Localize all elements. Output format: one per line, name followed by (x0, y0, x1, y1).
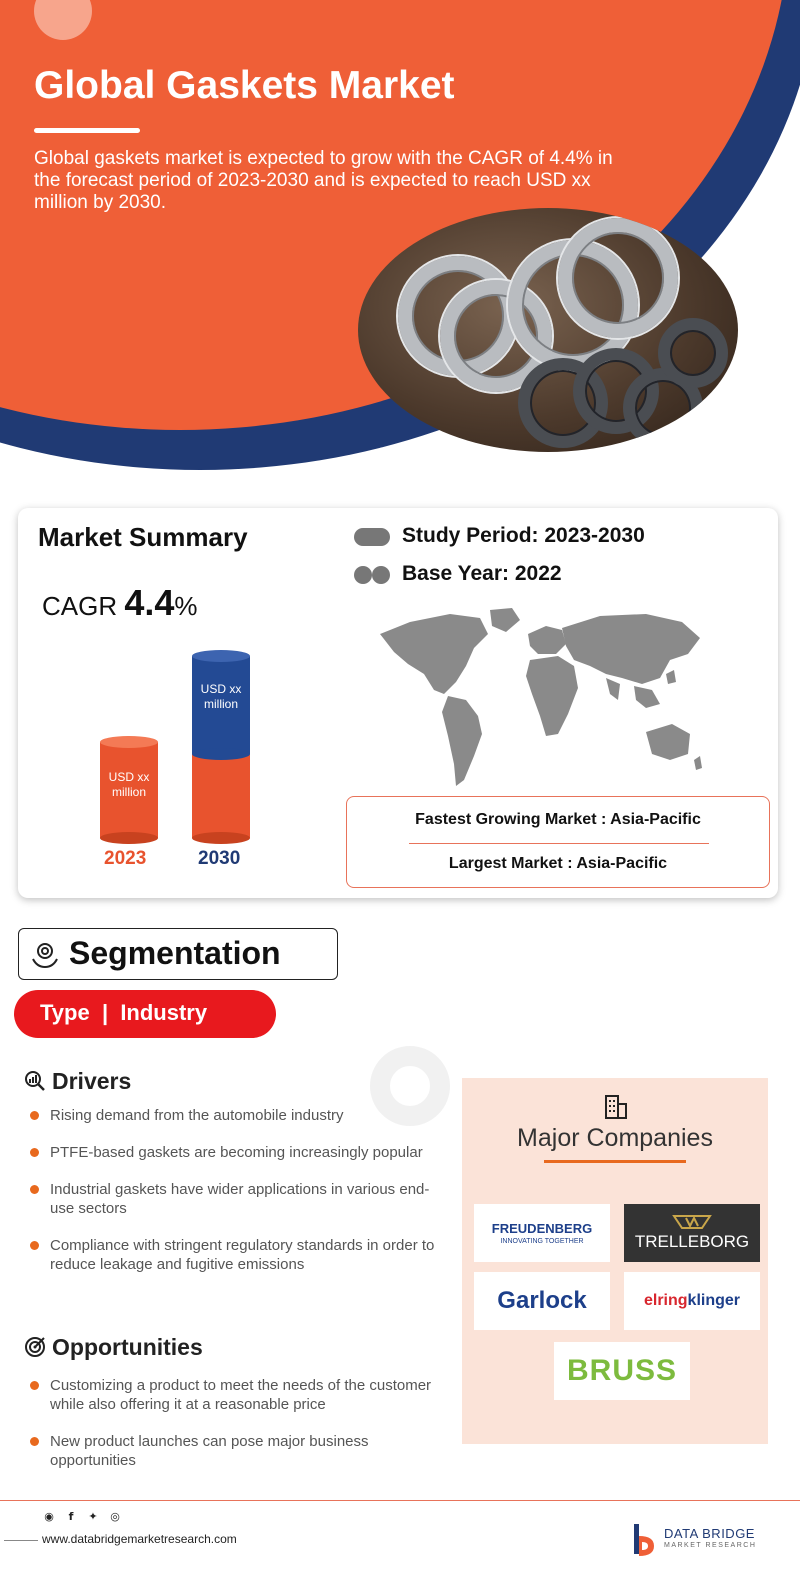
largest-market: Largest Market : Asia-Pacific (448, 855, 668, 872)
trelleborg-name: TRELLEBORG (634, 1232, 750, 1251)
study-period-pill-icon (354, 528, 390, 546)
market-description: Global gaskets market is expected to grow with the CAGR of 4.4% in the forecast period of 2023-2030 and is expected to reach USD xx million by 2030. (34, 148, 613, 213)
base-year-dots-icon (354, 566, 394, 584)
brand-name: DATA BRIDGE (664, 1526, 755, 1541)
magnifier-chart-icon (24, 1070, 46, 1092)
instagram-icon[interactable]: ◎ (110, 1510, 120, 1523)
segmentation-header (18, 928, 338, 980)
list-item: Customizing a product to meet the needs of the customer while also offering it at a reasonable price (30, 1376, 440, 1414)
cylinder-2030 (192, 650, 250, 844)
fastest-growing-market: Fastest Growing Market : Asia-Pacific (415, 811, 701, 828)
major-companies-title: Major Companies (517, 1124, 713, 1152)
drivers-title: Drivers (52, 1068, 132, 1094)
gasket-ring (658, 318, 728, 388)
hero-header (0, 0, 800, 480)
opportunities-list (30, 1376, 440, 1470)
segment-types-bar (14, 990, 276, 1038)
cagr-unit: % (174, 591, 198, 621)
cagr-label: CAGR (42, 591, 118, 621)
gaskets-photo (358, 208, 738, 452)
cagr-value: 4.4 (124, 582, 175, 623)
market-summary-title: Market Summary (38, 522, 248, 552)
page-title: Global Gaskets Market (34, 64, 455, 107)
world-map (370, 604, 710, 804)
cylinder-2023-label: USD xx million (108, 770, 150, 799)
base-year: Base Year: 2022 (402, 562, 562, 585)
market-summary-card (18, 508, 778, 898)
gear-hands-icon (29, 939, 61, 971)
elring-text: elring (643, 1292, 688, 1309)
list-item: Compliance with stringent regulatory standards in order to reduce leakage and fugitive emissions (30, 1236, 440, 1274)
whatsapp-icon[interactable]: ◉ (44, 1510, 54, 1523)
drivers-heading (24, 1068, 131, 1095)
klinger-text: klinger (687, 1292, 741, 1309)
bruss-name: BRUSS (566, 1354, 677, 1387)
list-item: Industrial gaskets have wider applications in various end-use sectors (30, 1180, 440, 1218)
list-item: Rising demand from the automobile industry (30, 1106, 440, 1125)
freudenberg-logo (474, 1204, 610, 1262)
social-links (42, 1510, 142, 1526)
year-2030: 2030 (198, 848, 241, 869)
cylinder-2030-label: USD xx million (200, 682, 242, 711)
twitter-icon[interactable]: ✦ (88, 1510, 98, 1523)
highlights-divider (409, 843, 709, 844)
elringklinger-logo (624, 1272, 760, 1330)
data-bridge-logo-icon (628, 1522, 658, 1562)
building-icon (604, 1094, 628, 1120)
cagr-readout (42, 582, 198, 624)
companies-underline (544, 1160, 686, 1163)
footer-divider (0, 1500, 800, 1501)
list-item: New product launches can pose major business opportunities (30, 1432, 440, 1470)
drivers-list (30, 1106, 440, 1274)
freudenberg-tagline: INNOVATING TOGETHER (500, 1238, 584, 1245)
segmentation-title: Segmentation (69, 935, 281, 971)
market-highlights-box (346, 796, 770, 888)
title-underline (34, 128, 140, 133)
study-period: Study Period: 2023-2030 (402, 524, 645, 547)
trelleborg-logo (624, 1204, 760, 1262)
target-icon (24, 1336, 46, 1358)
opportunities-title: Opportunities (52, 1334, 203, 1360)
bruss-logo (554, 1342, 690, 1400)
website-link[interactable]: www.databridgemarketresearch.com (42, 1532, 237, 1546)
website-rule (4, 1540, 38, 1541)
segment-types: Type | Industry (40, 1000, 208, 1025)
facebook-icon[interactable]: f (68, 1510, 74, 1523)
garlock-name: Garlock (497, 1287, 587, 1314)
trelleborg-mark-icon (672, 1214, 712, 1230)
garlock-logo (474, 1272, 610, 1330)
opportunities-heading (24, 1334, 203, 1361)
gasket-ring (558, 218, 678, 338)
brand-subtitle: MARKET RESEARCH (664, 1542, 757, 1549)
freudenberg-name: FREUDENBERG (491, 1221, 593, 1236)
year-2023: 2023 (104, 848, 147, 869)
major-companies-panel (462, 1078, 768, 1444)
list-item: PTFE-based gaskets are becoming increasingly popular (30, 1143, 440, 1162)
